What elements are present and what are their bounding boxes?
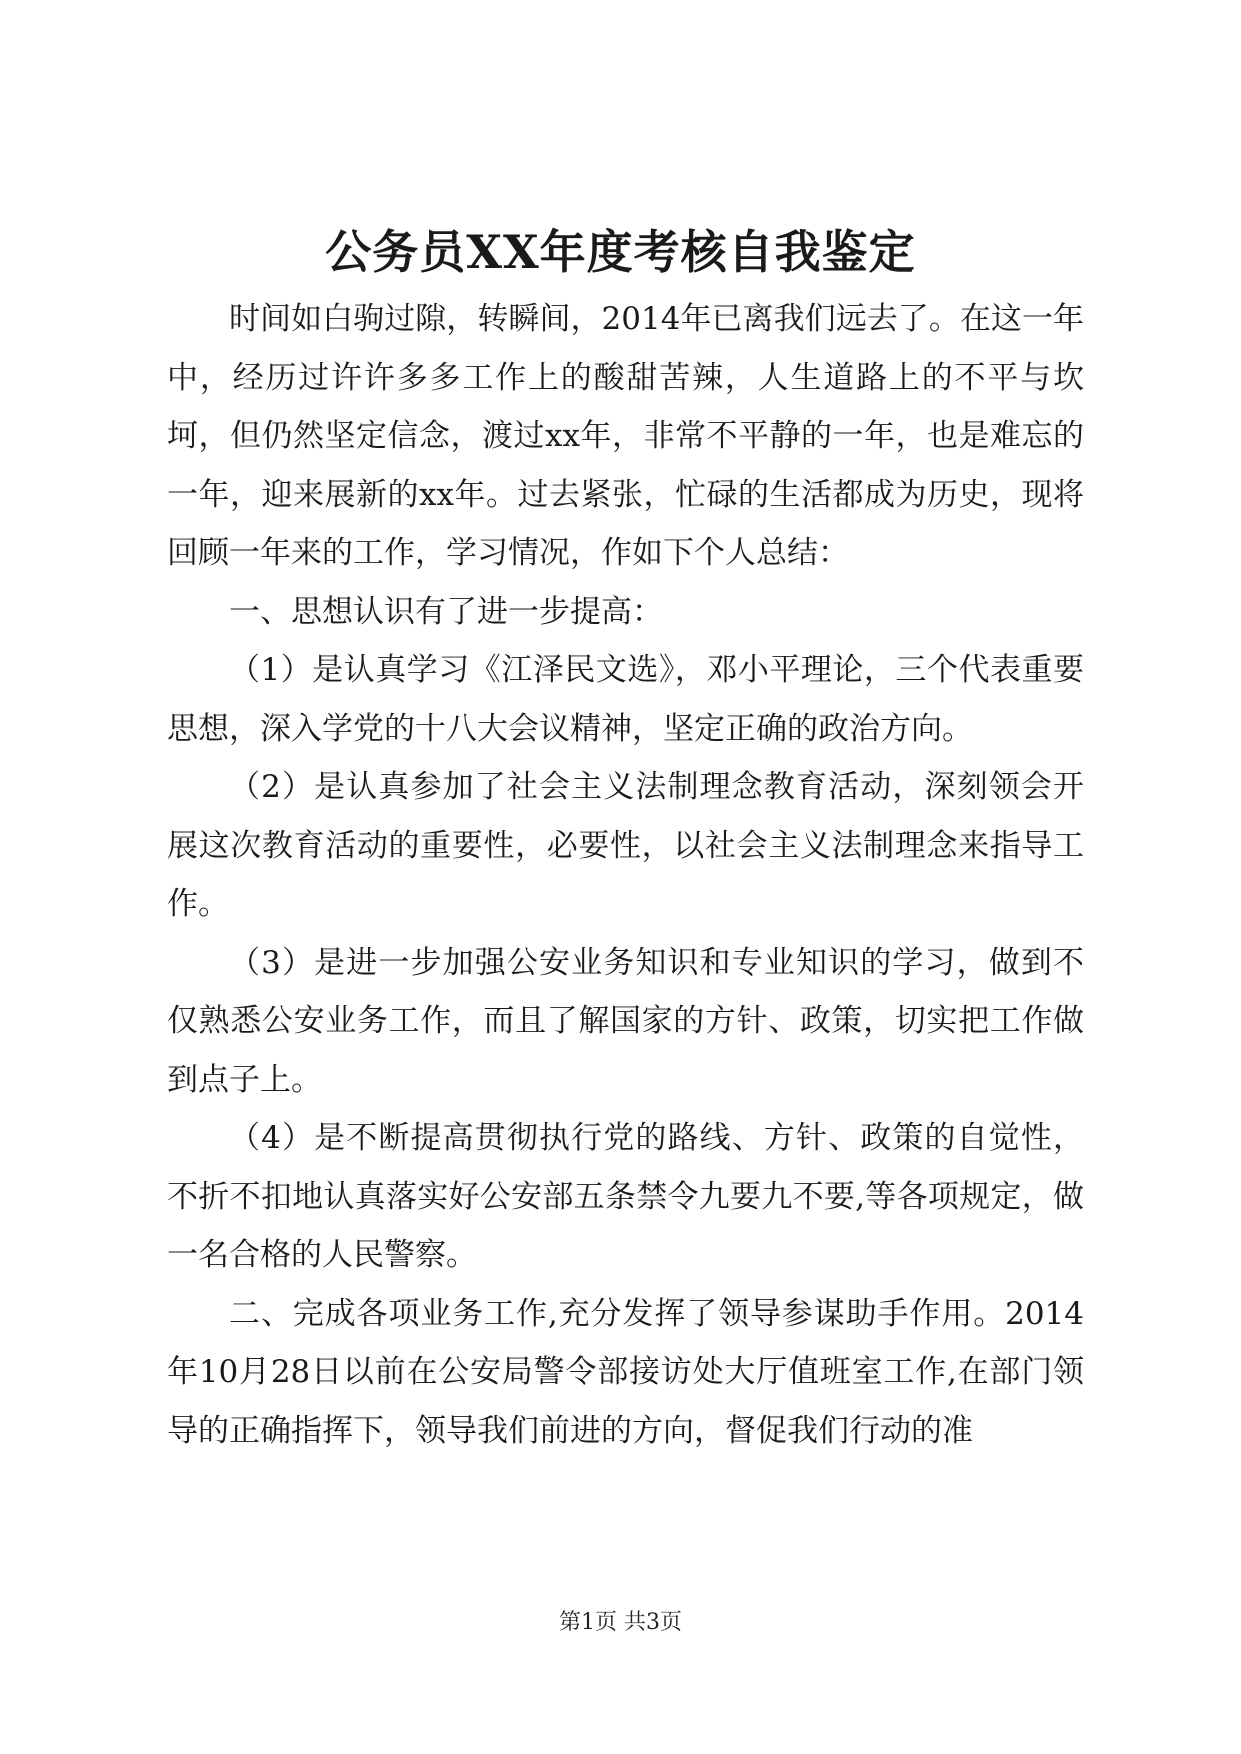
paragraph-item-4: （4）是不断提高贯彻执行党的路线、方针、政策的自觉性，不折不扣地认真落实好公安部五条禁令九要九不要,等各项规定，做一名合格的人民警察。 [167, 1120, 1084, 1273]
paragraph-section-1-heading: 一、思想认识有了进一步提高： [229, 593, 663, 630]
paragraph-item-2: （2）是认真参加了社会主义法制理念教育活动，深刻领会开展这次教育活动的重要性，必要性，以社会主义法制理念来指导工作。 [167, 769, 1084, 922]
paragraph-item-1: （1）是认真学习《江泽民文选》，邓小平理论，三个代表重要思想，深入学党的十八大会议精神，坚定正确的政治方向。 [167, 652, 1084, 747]
paragraph-intro: 时间如白驹过隙，转瞬间，2014年已离我们远去了。在这一年中，经历过许许多多工作上的酸甜苦辣，人生道路上的不平与坎坷，但仍然坚定信念，渡过xx年，非常不平静的一年，也是难忘的一年，迎来展新的xx年。过去紧张，忙碌的生活都成为历史，现将回顾一年来的工作，学习情况，作如下个人总结： [167, 301, 1084, 571]
document-title: 公务员XX年度考核自我鉴定 [325, 225, 916, 279]
page-footer: 第1页 共3页 [559, 1610, 682, 1635]
paragraph-section-2: 二、完成各项业务工作,充分发挥了领导参谋助手作用。2014年10月28日以前在公安局警令部接访处大厅值班室工作,在部门领导的正确指挥下，领导我们前进的方向，督促我们行动的准 [167, 1295, 1084, 1449]
paragraph-item-3: （3）是进一步加强公安业务知识和专业知识的学习，做到不仅熟悉公安业务工作，而且了解国家的方针、政策，切实把工作做到点子上。 [167, 944, 1084, 1098]
document-body [167, 290, 1084, 1460]
